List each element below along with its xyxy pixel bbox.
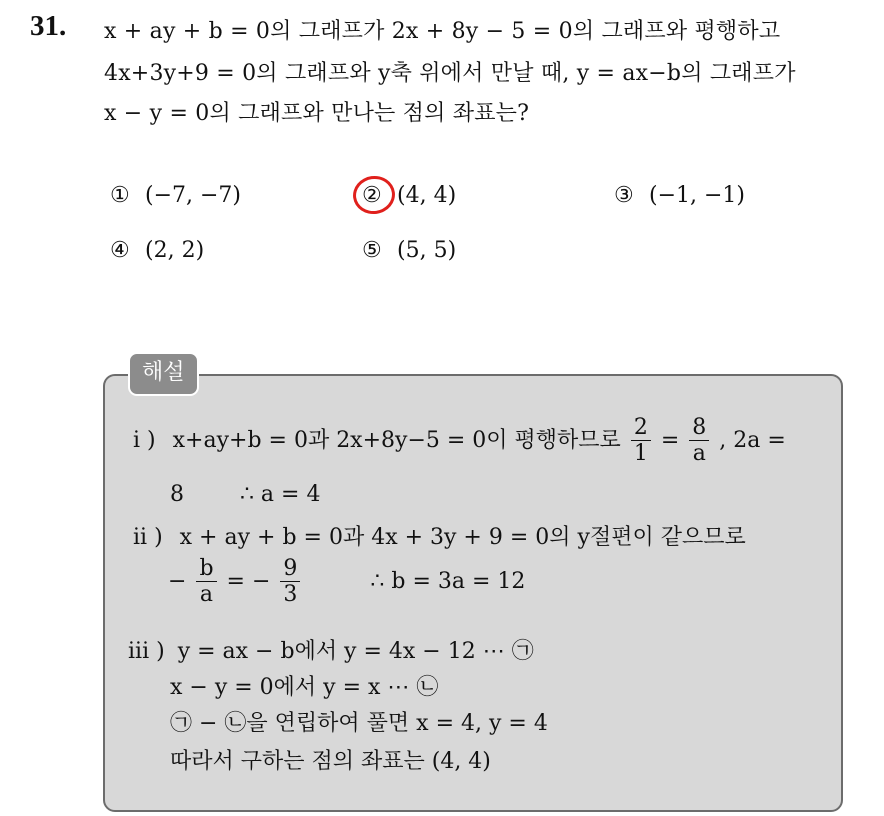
solution-step-3 xyxy=(128,634,534,665)
step-prefix: iii ) xyxy=(128,639,165,664)
fraction-numerator: 2 xyxy=(631,415,651,441)
choice-number: ③ xyxy=(614,183,634,208)
fraction-denominator: a xyxy=(692,441,706,467)
solution-step-2 xyxy=(133,520,746,551)
step-prefix: i ) xyxy=(133,427,156,453)
equals-sign: = − xyxy=(226,568,271,594)
fraction xyxy=(631,415,651,467)
choice-number: ② xyxy=(362,183,382,208)
equals-sign: = xyxy=(660,427,680,453)
choice-text: (4, 4) xyxy=(397,183,457,208)
question-number: 31. xyxy=(30,10,67,42)
choice-text: (5, 5) xyxy=(397,238,457,263)
step-text: y = ax − b에서 y = 4x − 12 ⋯ ㉠ xyxy=(177,639,534,664)
choice-4[interactable] xyxy=(110,238,204,263)
step-text: x+ay+b = 0과 2x+8y−5 = 0이 평행하므로 xyxy=(172,427,621,453)
choice-number: ① xyxy=(110,183,130,208)
fraction xyxy=(196,556,216,608)
choice-5[interactable] xyxy=(362,238,456,263)
fraction-numerator: 8 xyxy=(689,415,709,441)
solution-step-3-line-3: ㉠ − ㉡을 연립하여 풀면 x = 4, y = 4 xyxy=(170,711,548,736)
fraction xyxy=(280,556,300,608)
choice-number: ⑤ xyxy=(362,238,382,263)
choice-text: (−7, −7) xyxy=(145,183,242,208)
solution-step-3-line-2: x − y = 0에서 y = x ⋯ ㉡ xyxy=(170,675,439,700)
fraction xyxy=(689,415,709,467)
choice-number: ④ xyxy=(110,238,130,263)
choice-3[interactable] xyxy=(614,183,745,208)
solution-tag: 해설 xyxy=(128,352,199,396)
question-line-1: x + ay + b = 0의 그래프가 2x + 8y − 5 = 0의 그래프와 평행하고 xyxy=(104,19,781,44)
step-tail: , 2a = xyxy=(719,427,786,453)
step-prefix: ii ) xyxy=(133,525,163,550)
fraction-denominator: a xyxy=(199,582,214,608)
choice-1[interactable] xyxy=(110,183,241,208)
minus-sign: − xyxy=(168,568,187,594)
fraction-numerator: b xyxy=(196,556,216,582)
choice-text: (2, 2) xyxy=(145,238,205,263)
fraction-numerator: 9 xyxy=(280,556,300,582)
solution-step-3-line-4: 따라서 구하는 점의 좌표는 (4, 4) xyxy=(170,749,491,774)
question-line-2: 4x+3y+9 = 0의 그래프와 y축 위에서 만날 때, y = ax−b의 그래프가 xyxy=(104,61,796,86)
question-line-3: x − y = 0의 그래프와 만나는 점의 좌표는? xyxy=(104,101,530,126)
fraction-denominator: 1 xyxy=(633,441,648,467)
solution-step-1 xyxy=(133,415,786,467)
step-result: ∴ b = 3a = 12 xyxy=(370,568,526,594)
answer-circle-mark xyxy=(351,173,398,216)
solution-step-1-line-2: 8 ∴ a = 4 xyxy=(170,482,321,507)
fraction-denominator: 3 xyxy=(283,582,298,608)
choice-text: (−1, −1) xyxy=(649,183,746,208)
step-text: x + ay + b = 0과 4x + 3y + 9 = 0의 y절편이 같으므로 xyxy=(179,525,746,550)
solution-step-2-equation xyxy=(168,556,525,608)
